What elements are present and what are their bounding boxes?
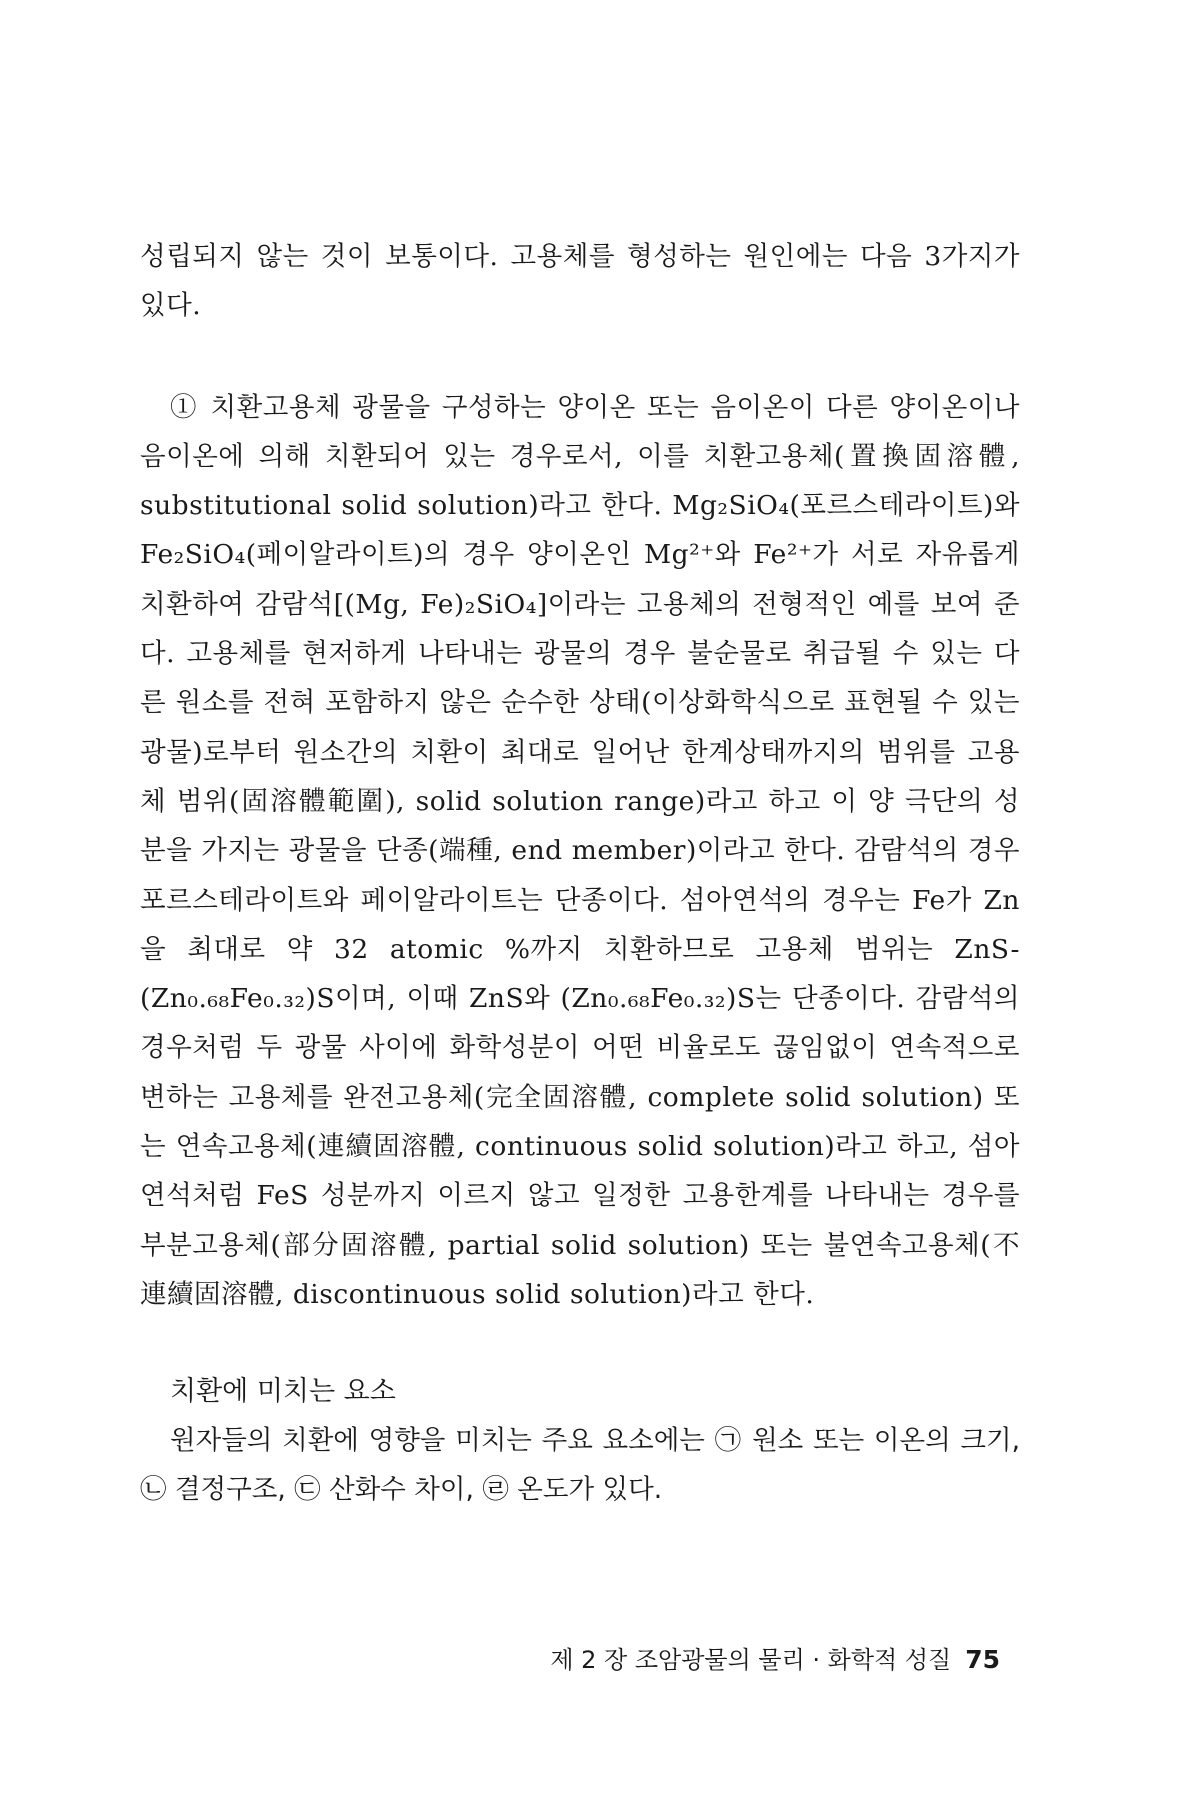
substitution-paragraph: ① 치환고용체 광물을 구성하는 양이온 또는 음이온이 다른 양이온이나 음이온에 의해 치환되어 있는 경우로서, 이를 치환고용체(置換固溶體, substitutional solid solution)라고 한다. Mg₂SiO₄(포르스테라이트)와 Fe₂SiO₄(페이알라이트)의 경우 양이온인 Mg²⁺와 Fe²⁺가 서로 자유롭게 치환하여 감람석[(Mg, Fe)₂SiO₄]이라는 고용체의 전형적인 예를 보여 준다. 고용체를 현저하게 나타내는 광물의 경우 불순물로 취급될 수 있는 다른 원소를 전혀 포함하지 않은 순수한 상태(이상화학식으로 표현될 수 있는 광물)로부터 원소간의 치환이 최대로 일어난 한계상태까지의 범위를 고용체 범위(固溶體範圍), solid solution range)라고 하고 이 양 극단의 성분을 가지는 광물을 단종(端種, end member)이라고 한다. 감람석의 경우 포르스테라이트와 페이알라이트는 단종이다. 섬아연석의 경우는 Fe가 Zn을 최대로 약 32 atomic %까지 치환하므로 고용체 범위는 ZnS-(Zn₀.₆₈Fe₀.₃₂)S이며, 이때 ZnS와 (Zn₀.₆₈Fe₀.₃₂)S는 단종이다. 감람석의 경우처럼 두 광물 사이에 화학성분이 어떤 비율로도 끊임없이 연속적으로 변하는 고용체를 완전고용체(完全固溶體, complete solid solution) 또는 연속고용체(連續固溶體, continuous solid solution)라고 하고, 섬아연석처럼 FeS 성분까지 이르지 않고 일정한 고용한계를 나타내는 경우를 부분고용체(部分固溶體, partial solid solution) 또는 불연속고용체(不連續固溶體, discontinuous solid solution)라고 한다.	[140, 391, 1020, 1310]
paragraph-gap	[140, 1319, 1020, 1367]
section-subheading: 치환에 미치는 요소	[170, 1376, 396, 1408]
page-body	[140, 232, 1020, 1514]
page-footer	[480, 1640, 1000, 1680]
factors-paragraph: 원자들의 치환에 영향을 미치는 주요 요소에는 ㉠ 원소 또는 이온의 크기, ㉡ 결정구조, ㉢ 산화수 차이, ㉣ 온도가 있다.	[140, 1425, 1020, 1506]
footer-chapter-title: 제 2 장 조암광물의 물리 · 화학적 성질	[550, 1646, 952, 1674]
intro-paragraph: 성립되지 않는 것이 보통이다. 고용체를 형성하는 원인에는 다음 3가지가 있다.	[140, 241, 1020, 322]
paragraph-gap	[140, 331, 1020, 383]
page-number: 75	[965, 1645, 1000, 1674]
